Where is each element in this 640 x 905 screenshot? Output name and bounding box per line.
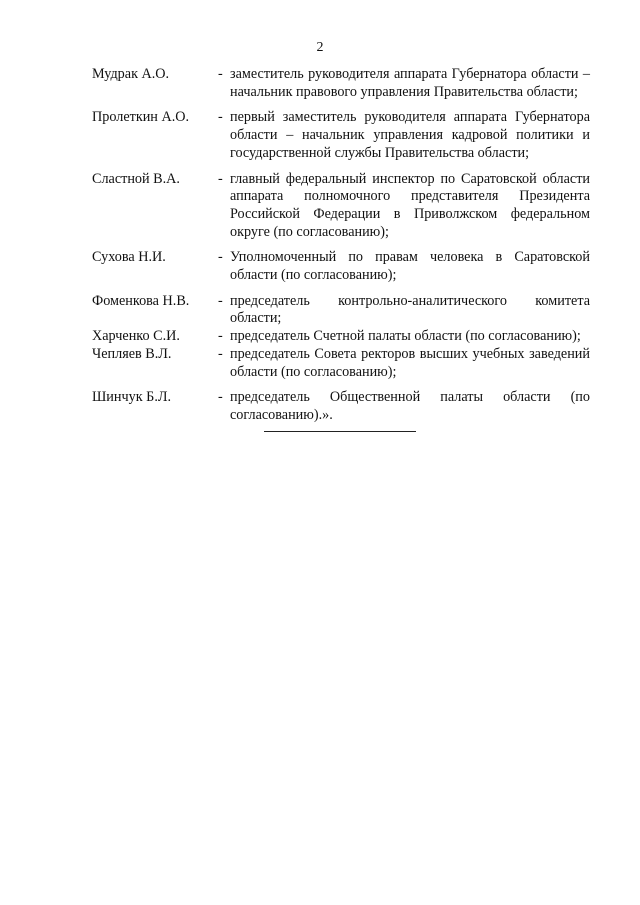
list-item <box>92 249 590 284</box>
separator-dash: - <box>218 345 223 362</box>
separator-dash: - <box>218 170 223 187</box>
member-name: Мудрак А.О. <box>92 66 170 82</box>
member-position: председатель Счетной палаты области (по согласованию); <box>230 328 581 345</box>
member-name: Фоменкова Н.В. <box>92 292 190 309</box>
page-number: 2 <box>316 40 324 55</box>
member-name: Пролеткин А.О. <box>92 109 190 126</box>
list-item <box>92 171 590 242</box>
member-name: Шинчук Б.Л. <box>92 389 172 406</box>
separator-dash: - <box>218 328 223 345</box>
member-position: Уполномоченный по правам человека в Саратовской области (по согласованию); <box>230 249 590 284</box>
separator-dash: - <box>218 109 223 126</box>
member-name: Сластной В.А. <box>92 170 180 187</box>
member-position: заместитель руководителя аппарата Губернатора области – начальник правового управления Правительства области; <box>230 66 590 100</box>
closing-rule <box>264 431 416 432</box>
list-item <box>92 328 590 346</box>
member-position: председатель Общественной палаты области (по согласованию).». <box>230 389 590 423</box>
member-list <box>92 66 590 425</box>
member-name: Сухова Н.И. <box>92 249 166 266</box>
list-item <box>92 346 590 381</box>
member-position: председатель контрольно-аналитического комитета области; <box>230 292 590 327</box>
list-item <box>92 109 590 162</box>
separator-dash: - <box>218 66 223 82</box>
member-position: председатель Совета ректоров высших учебных заведений области (по согласованию); <box>230 345 590 380</box>
separator-dash: - <box>218 292 223 309</box>
list-item <box>92 66 590 101</box>
member-name: Харченко С.И. <box>92 328 180 345</box>
list-item <box>92 293 590 328</box>
member-position: первый заместитель руководителя аппарата Губернатора области – начальник управления кадровой политики и государственной службы Правительства области; <box>230 109 590 161</box>
separator-dash: - <box>218 389 223 406</box>
member-name: Чепляев В.Л. <box>92 345 172 362</box>
member-position: главный федеральный инспектор по Саратовской области аппарата полномочного представителя Президента Российской Федерации в Приволжском федеральном округе (по согласованию); <box>230 170 590 240</box>
list-item <box>92 389 590 424</box>
separator-dash: - <box>218 249 223 266</box>
